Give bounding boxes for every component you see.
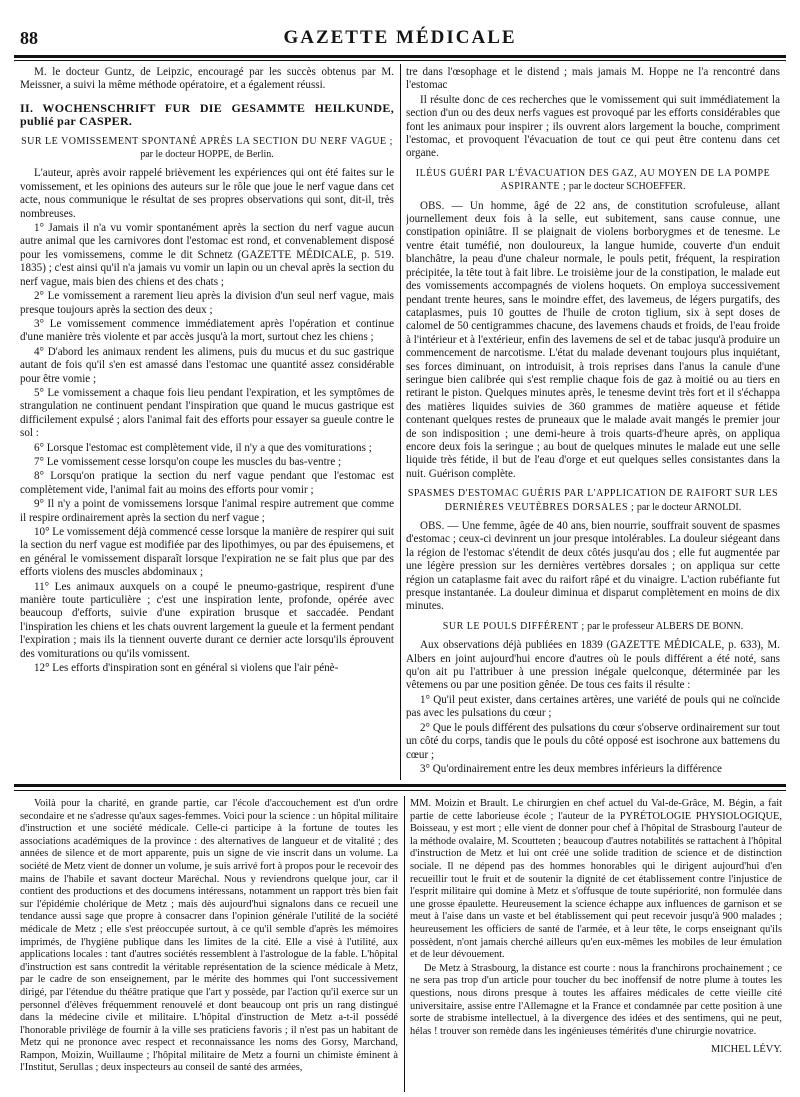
header-rule [14,55,786,58]
list-item: 1° Qu'il peut exister, dans certaines artères, une variété de pouls qui ne coïncide pas avec les pulsations du cœur ; [406,693,780,720]
feuilleton-paragraph: Voilà pour la charité, en grande partie, car l'école d'accouchement est d'un ordre secondaire et ne s'adresse qu'aux sages-femmes. Voici pour la science : un hôpital militaire d'instruction et une société médicale. Celle-ci participe à la fortune de toutes les associations académiques de la province : des alternatives de langueur et de vitalité ; des années de silence et de mort apparente, puis un signe de vie inscrit dans un volume. La société de Metz vient de donner un volume, je suis arrivé fort à propos pour le recevoir des mains de l'habile et savant docteur Maréchal. Nous y reviendrons quelque jour, car il contient des productions et des documens intéressans, notamment un rapport très bien fait sur l'épidémie cholérique de Metz ; mais dès aujourd'hui signalons dans ce recueil une tendance aussi sage que propre à consacrer dans l'opinion générale l'utilité de la société médicale de Metz ; elle s'est préoccupée surtout, à ce qu'il semble d'après les mémoires imprimés, de l'hygiène publique dans les limites de la cité. Elle a visé à l'utilité, aux applications locales : tant d'autres sociétés ressemblent à l'astrologue de la fable. L'hôpital d'instruction est sans contredit la véritable représentation de la science médicale à Metz, par le cadre de son enseignement, par le mérite des hommes qui l'ont successivement dirigé, par l'étendue du théâtre pratique que l'art y possède, par l'action qu'il exerce sur un personnel d'élèves fréquemment renouvelé et dont beaucoup ont pris un rang distingué dans la médecine civile et militaire. L'hôpital d'instruction de Metz a-t-il possédé l'honorable privilège de fournir à la ville ses praticiens favoris ; il n'est pas un habitant de Metz qui ne prononce avec respect et reconnaissance les noms des Gorsy, Marchand, Rampon, Moizin, Wuillaume ; l'hôpital militaire de Metz a fourni un chimiste éminent à l'Institut, Serullas ; deux inspecteurs au conseil de santé des armées, [20,798,398,1074]
subhead-rest: par le docteur HOPPE, de Berlin. [140,149,274,161]
list-item: 12° Les efforts d'inspiration sont en général si violens que l'air pénè- [34,662,339,675]
intro-paragraph: M. le docteur Guntz, de Leipzic, encouragé par les succès obtenus par M. Meissner, a suivi la même méthode opératoire, et a également réussi. [20,66,394,92]
feuilleton-rule-thin [14,790,786,791]
list-item: 7° Le vomissement cesse lorsqu'on coupe les muscles du bas-ventre ; [34,455,342,468]
list-item: 3° Qu'ordinairement entre les deux membres inférieurs la différence [420,762,722,775]
section-title: II. WOCHENSCHRIFT FUR DIE GESAMMTE HEILKUNDE, publié par CASPER. [20,100,394,129]
ileus-heading [406,167,780,194]
heading-rest: par le professeur ALBERS DE BONN. [587,620,744,632]
list-item: 5° Le vomissement a chaque fois lieu pendant l'expiration, et les symptômes de strangulation ne continuent pendant l'inspiration que quand le mucus gastrique est difficilement expulsé ; alors l'animal fait des efforts pour essayer sa gueule contre le sol : [20,386,394,440]
header-rule-thin [14,60,786,61]
continuation-text: tre dans l'œsophage et le distend ; mais jamais M. Hoppe ne l'a rencontré dans l'estomac [406,66,780,92]
list-item: 2° Le vomissement a rarement lieu après la division d'un seul nerf vague, mais presque toujours après la section des deux ; [20,290,394,316]
list-item: 2° Que le pouls différent des pulsations du cœur s'observe ordinairement sur tout un côté du corps, tandis que le pouls du côté opposé est isochrone aux battemens du cœur ; [406,721,780,761]
feuilleton-right [410,798,782,1090]
list-item: 4° D'abord les animaux rendent les alimens, puis du mucus et du suc gastrique autant de fois qu'il s'en est amassé dans l'estomac une quantité assez considérable pour être vomie ; [20,345,394,385]
spasm-observation: OBS. — Une femme, âgée de 40 ans, bien nourrie, souffrait souvent de spasmes d'estomac ; ceux-ci devinrent un jour presque intolérables. La douleur siégeant dans la région de l'estomac s'étendit de deux côtés jusqu'au dos ; elle fut augmentée par une légère pression sur les dernières vertèbres dorsales ; on appliqua sur cette région un cataplasme fait avec du raifort râpé et du vinaigre. L'action rubéfiante fut presque instantanée. La douleur diminua et disparut complètement en moins de dix minutes. [406,520,780,613]
list-item: 10° Le vomissement déjà commencé cesse lorsque la manière de respirer qui suit la section du nerf vague est modifiée par des lipothimyes, ou par des épuisemens, et en général le vomissement disparaît lorsque l'expiration ne se fait plus que par des efforts violens des muscles abdominaux ; [20,526,394,579]
page-number: 88 [20,28,38,48]
feuilleton-rule [14,784,786,787]
heading-rest: par le docteur ARNOLDI. [636,501,742,513]
list-item: 8° Lorsqu'on pratique la section du nerf vague pendant que l'estomac est complètement vide, l'animal fait au moins des efforts pour vomir ; [20,470,394,496]
list-item: 11° Les animaux auxquels on a coupé le pneumo-gastrique, respirent d'une manière toute particulière ; c'est une inspiration lente, profonde, opérée avec beaucoup d'efforts, suivie d'une expiration brusque et saccadée. Pendant l'inspiration les chiens et les chats ouvrent largement la gueule et la ferment pendant l'expiration ; mais ils la tiennent ouverte durant ce dernier acte lorsqu'ils éprouvent des vomiturations ou qu'ils vomissent. [20,580,394,660]
right-column [406,66,780,778]
page-header [14,24,786,54]
pouls-intro: Aux observations déjà publiées en 1839 (GAZETTE MÉDICALE, p. 633), M. Albers en joint aujourd'hui encore d'autres où le pouls différent a été noté, sans qu'on ait pu l'attribuer à une pression inégale quelconque, déterminée par les vêtemens ou par une position gênée. De tous ces faits il résulte : [406,639,780,692]
feuilleton-paragraph: MM. Moizin et Brault. Le chirurgien en chef actuel du Val-de-Grâce, M. Bégin, a fait partie de cette laborieuse école ; l'auteur de la PYRÉTOLOGIE PHYSIOLOGIQUE, Boisseau, y est mort ; elle vient de donner pour chef à l'hôpital de Strasbourg l'auteur de la méthode ovalaire, M. Scoutteten ; beaucoup d'autres notabilités se rattachent à l'hôpital d'instruction de Metz et lui ont créé une solide tradition de science et de distinction sociale. Il ne dépend pas des hommes honorables qui le dirigent aujourd'hui d'en recueillir tout le fruit et de soutenir la dignité de cet établissement contre l'injustice de l'esprit militaire qui domine à Metz et s'offusque de toute supériorité, non formulée dans une grosse épaulette. Heureusement la science échappe aux influences de garnison et se meut à l'aise dans un vaste et bel établissement qui peut recevoir jusqu'à 900 malades ; heureusement les officiers de santé de l'armée, et à leur tête, le corps enseignant qu'ils possèdent, n'ont jamais cherché ailleurs qu'en eux-mêmes les mobiles de leur émulation et de leur dévouement. [410,798,782,961]
feuilleton-divider [404,796,405,1092]
left-column [20,66,394,778]
list-item: 3° Le vomissement commence immédiatement après l'opération et continue d'une manière très violente et par accès jusqu'à la mort, surtout chez les chiens ; [20,317,394,344]
conclusion-paragraph: Il résulte donc de ces recherches que le vomissement qui suit immédiatement la section d'un ou des deux nerfs vagues est provoqué par les efforts considérables que font les animaux pour inspirer ; ils ouvrent alors largement la bouche, compriment l'estomac, et provoquent l'évacuation de tout ce qui peut être contenu dans cet organe. [406,93,780,160]
feuilleton-paragraph: De Metz à Strasbourg, la distance est courte : nous la franchirons prochainement ; ce ne sera pas trop d'un article pour toucher du bec inoffensif de notre plume à toutes les questions, nous dirons presque à toutes les affaires médicales de cette vieille cité universitaire, assise entre l'Allemagne et la France et condamnée par cette position à une sorte de strabisme intellectuel, à la divergence des idées et des sentimens, qui ne peut, hélas ! trouver son remède dans les ingénieuses témérités d'une chirurgie novatrice. [410,962,782,1037]
signature: MICHEL LÉVY. [711,1044,782,1056]
heading-caps: SPASMES D'ESTOMAC GUÉRIS PAR L'APPLICATION DE RAIFORT SUR LES DERNIÈRES VEUTÈBRES DORSALES ; [407,488,779,513]
ileus-observation: OBS. — Un homme, âgé de 22 ans, de constitution scrofuleuse, allant journellement deux fois à la selle, eut subitement, sans cause connue, une constipation opiniâtre. Il se plaignait de violens borborygmes et de tenesme. Le ventre était tuméfié, non douloureux, la langue humide, couverte d'un enduit blanchâtre, la peau d'une chaleur normale, le pouls petit, fréquent, la respiration précipitée, la tête tout à fait libre. Le troisième jour de la constipation, le malade eut des vomissements accompagnés de violens hoquets. On employa successivement pendant trente heures, sans le moindre effet, des lavemeus, de légers purgatifs, des cataplasmes, puis 10 gouttes de l'huile de croton tiglium, six à sept doses de calomel de 50 centigrammes chacune, des lavemens chauds et froids, de l'eau froide à l'intérieur et à l'extérieur, enfin des lavemens de sel et de tabac jusqu'à produire un commencement de narcotisme. L'état du malade devenant toujours plus inquiétant, ses forces diminuant, on introduisit, à trois reprises dans l'anus la canule d'une seringue bien calibrée qui s'est remplie chaque fois de gaz à moitié ou au tiers en retirant le piston. Quelques minutes après, le tenesme devint très fort et il s'échappa des matières liquides suivies de 360 grammes de matière aqueuse et fétide contenant quelques restes de pruneaux que le malade avait mangés le premier jour de son indisposition ; une demi-heure à trois quarts-d'heure après, on appliqua encore deux fois la seringue ; au bout de quelques minutes le malade eut une selle liquide très fétide, il but de l'eau d'orge et eut quelques selles consistantes dans la nuit. Guérison complète. [406,199,780,480]
pouls-heading [406,620,780,633]
heading-rest: par le docteur SCHOEFFER. [568,181,686,193]
spasm-heading [406,487,780,514]
list-item: 1° Jamais il n'a vu vomir spontanément après la section du nerf vague aucun autre animal que les carnivores dont l'estomac est rond, et convenablement disposé pour les vomissemens, comme le dit Schnetz (GAZETTE MÉDICALE, p. 519. 1835) ; c'est ainsi qu'il n'a jamais vu vomir un lapin ou un cheval après la section du nerf vague, mais bien des chiens et des chats ; [20,222,394,288]
heading-caps: ILÉUS GUÉRI PAR L'ÉVACUATION DES GAZ, AU MOYEN DE LA POMPE ASPIRANTE ; [415,167,771,193]
article-intro: L'auteur, après avoir rappelé brièvement les expériences qui ont été faites sur le vomissement, et les opinions des auteurs sur le rôle que joue le nerf vague dans cet acte, nous communique le résultat de ses propres observations qui sont, dit-il, très nombreuses. [20,167,394,220]
column-divider [400,64,401,780]
list-item: 6° Lorsque l'estomac est complètement vide, il n'y a que des vomiturations ; [34,441,372,454]
subhead-caps: SUR LE VOMISSEMENT SPONTANÉ APRÈS LA SECTION DU NERF VAGUE ; [21,135,393,147]
article-subhead [20,135,394,162]
heading-caps: SUR LE POULS DIFFÉRENT ; [442,620,585,632]
feuilleton-left [20,798,398,1090]
running-title: GAZETTE MÉDICALE [283,27,517,48]
list-item: 9° Il n'y a point de vomissemens lorsque l'animal respire autrement que comme il respire ordinairement après la section du nerf vague ; [20,498,394,524]
